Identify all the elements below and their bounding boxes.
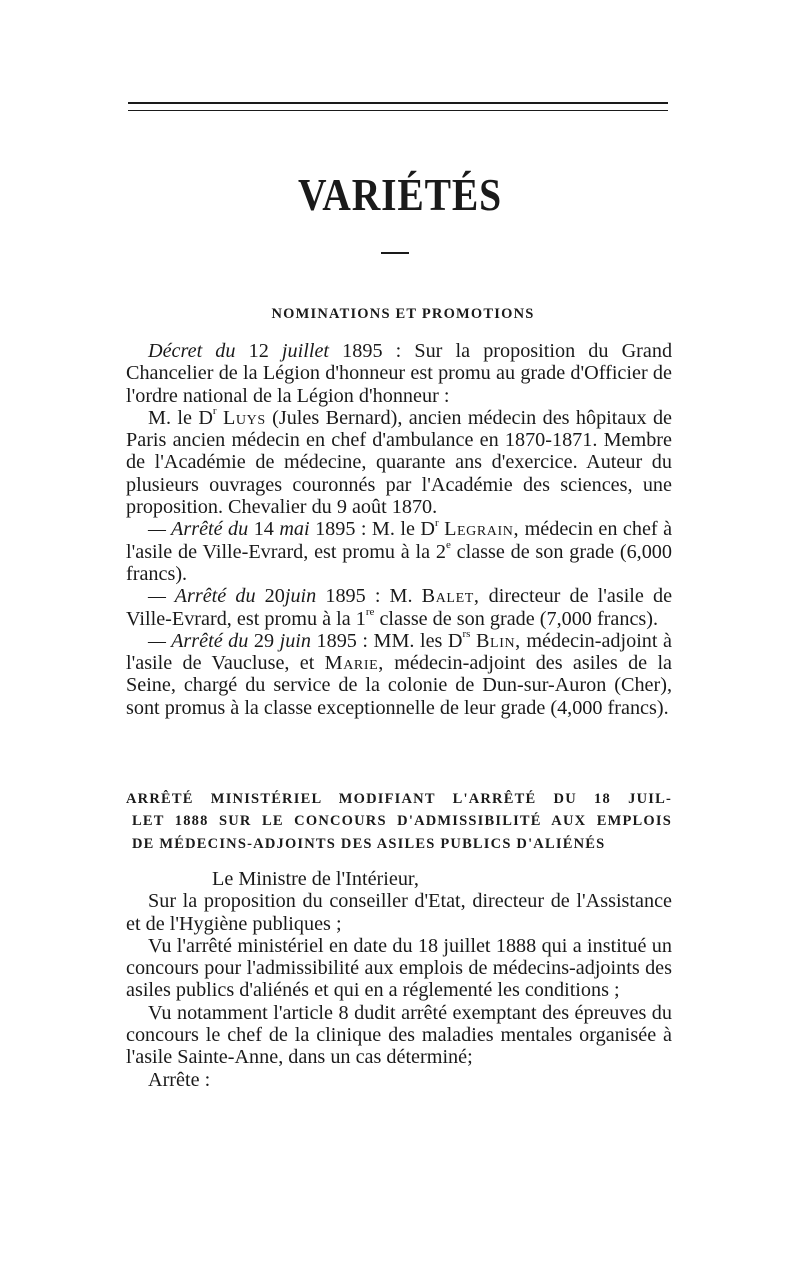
title-divider xyxy=(381,252,409,254)
legrain-paragraph xyxy=(126,518,672,585)
luys-sup: r xyxy=(212,405,217,418)
balet-a: 1895 : M. xyxy=(325,585,413,608)
blin-lead: — Arrêté du xyxy=(148,629,249,652)
balet-month: juin xyxy=(284,585,317,608)
vu-arrete-paragraph: Vu l'arrêté ministériel en date du 18 juillet 1888 qui a institué un concours pour l'admissibilité aux emplois de médecins-adjoints des asiles publics d'aliénés et qui en a réglementé les conditions ; xyxy=(126,934,672,1002)
arrete-line: Arrête : xyxy=(148,1068,211,1091)
marie-text: médecin-adjoint des asiles de la Seine, chargé du service de la colonie de Dun-sur-Auron (Cher), sont promus à la classe exceptionnelle de leur grade (4,000 francs). xyxy=(126,652,673,719)
luys-paragraph xyxy=(126,407,672,518)
page-title: VARIÉTÉS xyxy=(297,169,503,220)
decree-lead: Décret du xyxy=(148,340,236,362)
balet-sup: re xyxy=(365,605,375,618)
top-double-rule-upper xyxy=(128,102,668,104)
luys-text: (Jules Bernard), ancien médecin des hôpitaux de Paris ancien médecin en chef d'ambulance en 1870-1871. Membre de l'Académie de médecine, quarante ans d'exercice. Auteur du plusieurs ouvrages couronnés par l'Académie des sciences, une proposition. Chevalier du 9 août 1870. xyxy=(126,406,672,519)
luys-prefix: M. le D xyxy=(148,406,213,429)
blin-month: juin xyxy=(279,629,311,652)
decree-month: juillet xyxy=(281,340,330,362)
balet-lead: — Arrêté du xyxy=(148,585,256,608)
decree-paragraph xyxy=(126,340,672,407)
vu-article-paragraph: Vu notamment l'article 8 dudit arrêté exemptant des épreuves du concours le chef de la clinique des maladies mentales organisée à l'asile Sainte-Anne, dans un cas déterminé; xyxy=(126,1001,672,1069)
arrete-heading-line-1: ARRÊTÉ MINISTÉRIEL MODIFIANT L'ARRÊTÉ DU 18 JUIL- xyxy=(126,791,672,807)
minister-line: Le Ministre de l'Intérieur, xyxy=(212,868,419,890)
arrete-body xyxy=(126,868,672,1091)
legrain-text: médecin en chef à l'asile de Ville-Evrard, est promu à la 2 xyxy=(126,518,673,563)
legrain-a: 1895 : M. le D xyxy=(315,518,435,541)
marie-name: Marie, xyxy=(324,652,384,675)
balet-end: classe de son grade (7,000 francs). xyxy=(379,607,659,630)
balet-text: directeur de l'asile de Ville-Evrard, est promu à la 1 xyxy=(126,585,673,630)
legrain-name: Legrain, xyxy=(444,518,520,541)
arrete-heading-line-2: LET 1888 SUR LE CONCOURS D'ADMISSIBILITÉ AUX EMPLOIS xyxy=(132,813,672,830)
blin-sup: rs xyxy=(462,628,471,641)
section-heading-arrete xyxy=(126,788,672,855)
legrain-sup2: e xyxy=(445,538,451,551)
proposition-paragraph: Sur la proposition du conseiller d'Etat, directeur de l'Assistance et de l'Hygiène publiques ; xyxy=(126,890,672,935)
section-heading-nominations: NOMINATIONS ET PROMOTIONS xyxy=(271,306,535,322)
legrain-month: mai xyxy=(279,518,310,541)
blin-text: médecin-adjoint à l'asile de Vaucluse, et xyxy=(126,629,672,675)
decree-day: 12 xyxy=(248,340,269,362)
legrain-day: 14 xyxy=(253,518,274,541)
legrain-sup: r xyxy=(434,516,439,529)
balet-name: Balet, xyxy=(421,585,480,608)
decree-text: 1895 : Sur la proposition du Grand Chancelier de la Légion d'honneur est promu au grade d'Officier de l'ordre national de la Légion d'honneur : xyxy=(126,340,673,407)
nominations-body xyxy=(126,340,672,719)
luys-name: Luys xyxy=(222,406,266,429)
blin-marie-paragraph xyxy=(126,630,672,719)
legrain-end: classe de son grade (6,000 francs). xyxy=(126,540,672,585)
balet-day: 20 xyxy=(264,585,285,608)
top-double-rule-lower xyxy=(128,110,668,111)
balet-paragraph xyxy=(126,585,672,630)
blin-a: 1895 : MM. les D xyxy=(316,629,463,652)
blin-day: 29 xyxy=(253,629,275,652)
arrete-heading-line-3: DE MÉDECINS-ADJOINTS DES ASILES PUBLICS D'ALIÉNÉS xyxy=(132,835,606,852)
blin-name: Blin, xyxy=(475,629,521,652)
legrain-lead: — Arrêté du xyxy=(148,518,249,541)
